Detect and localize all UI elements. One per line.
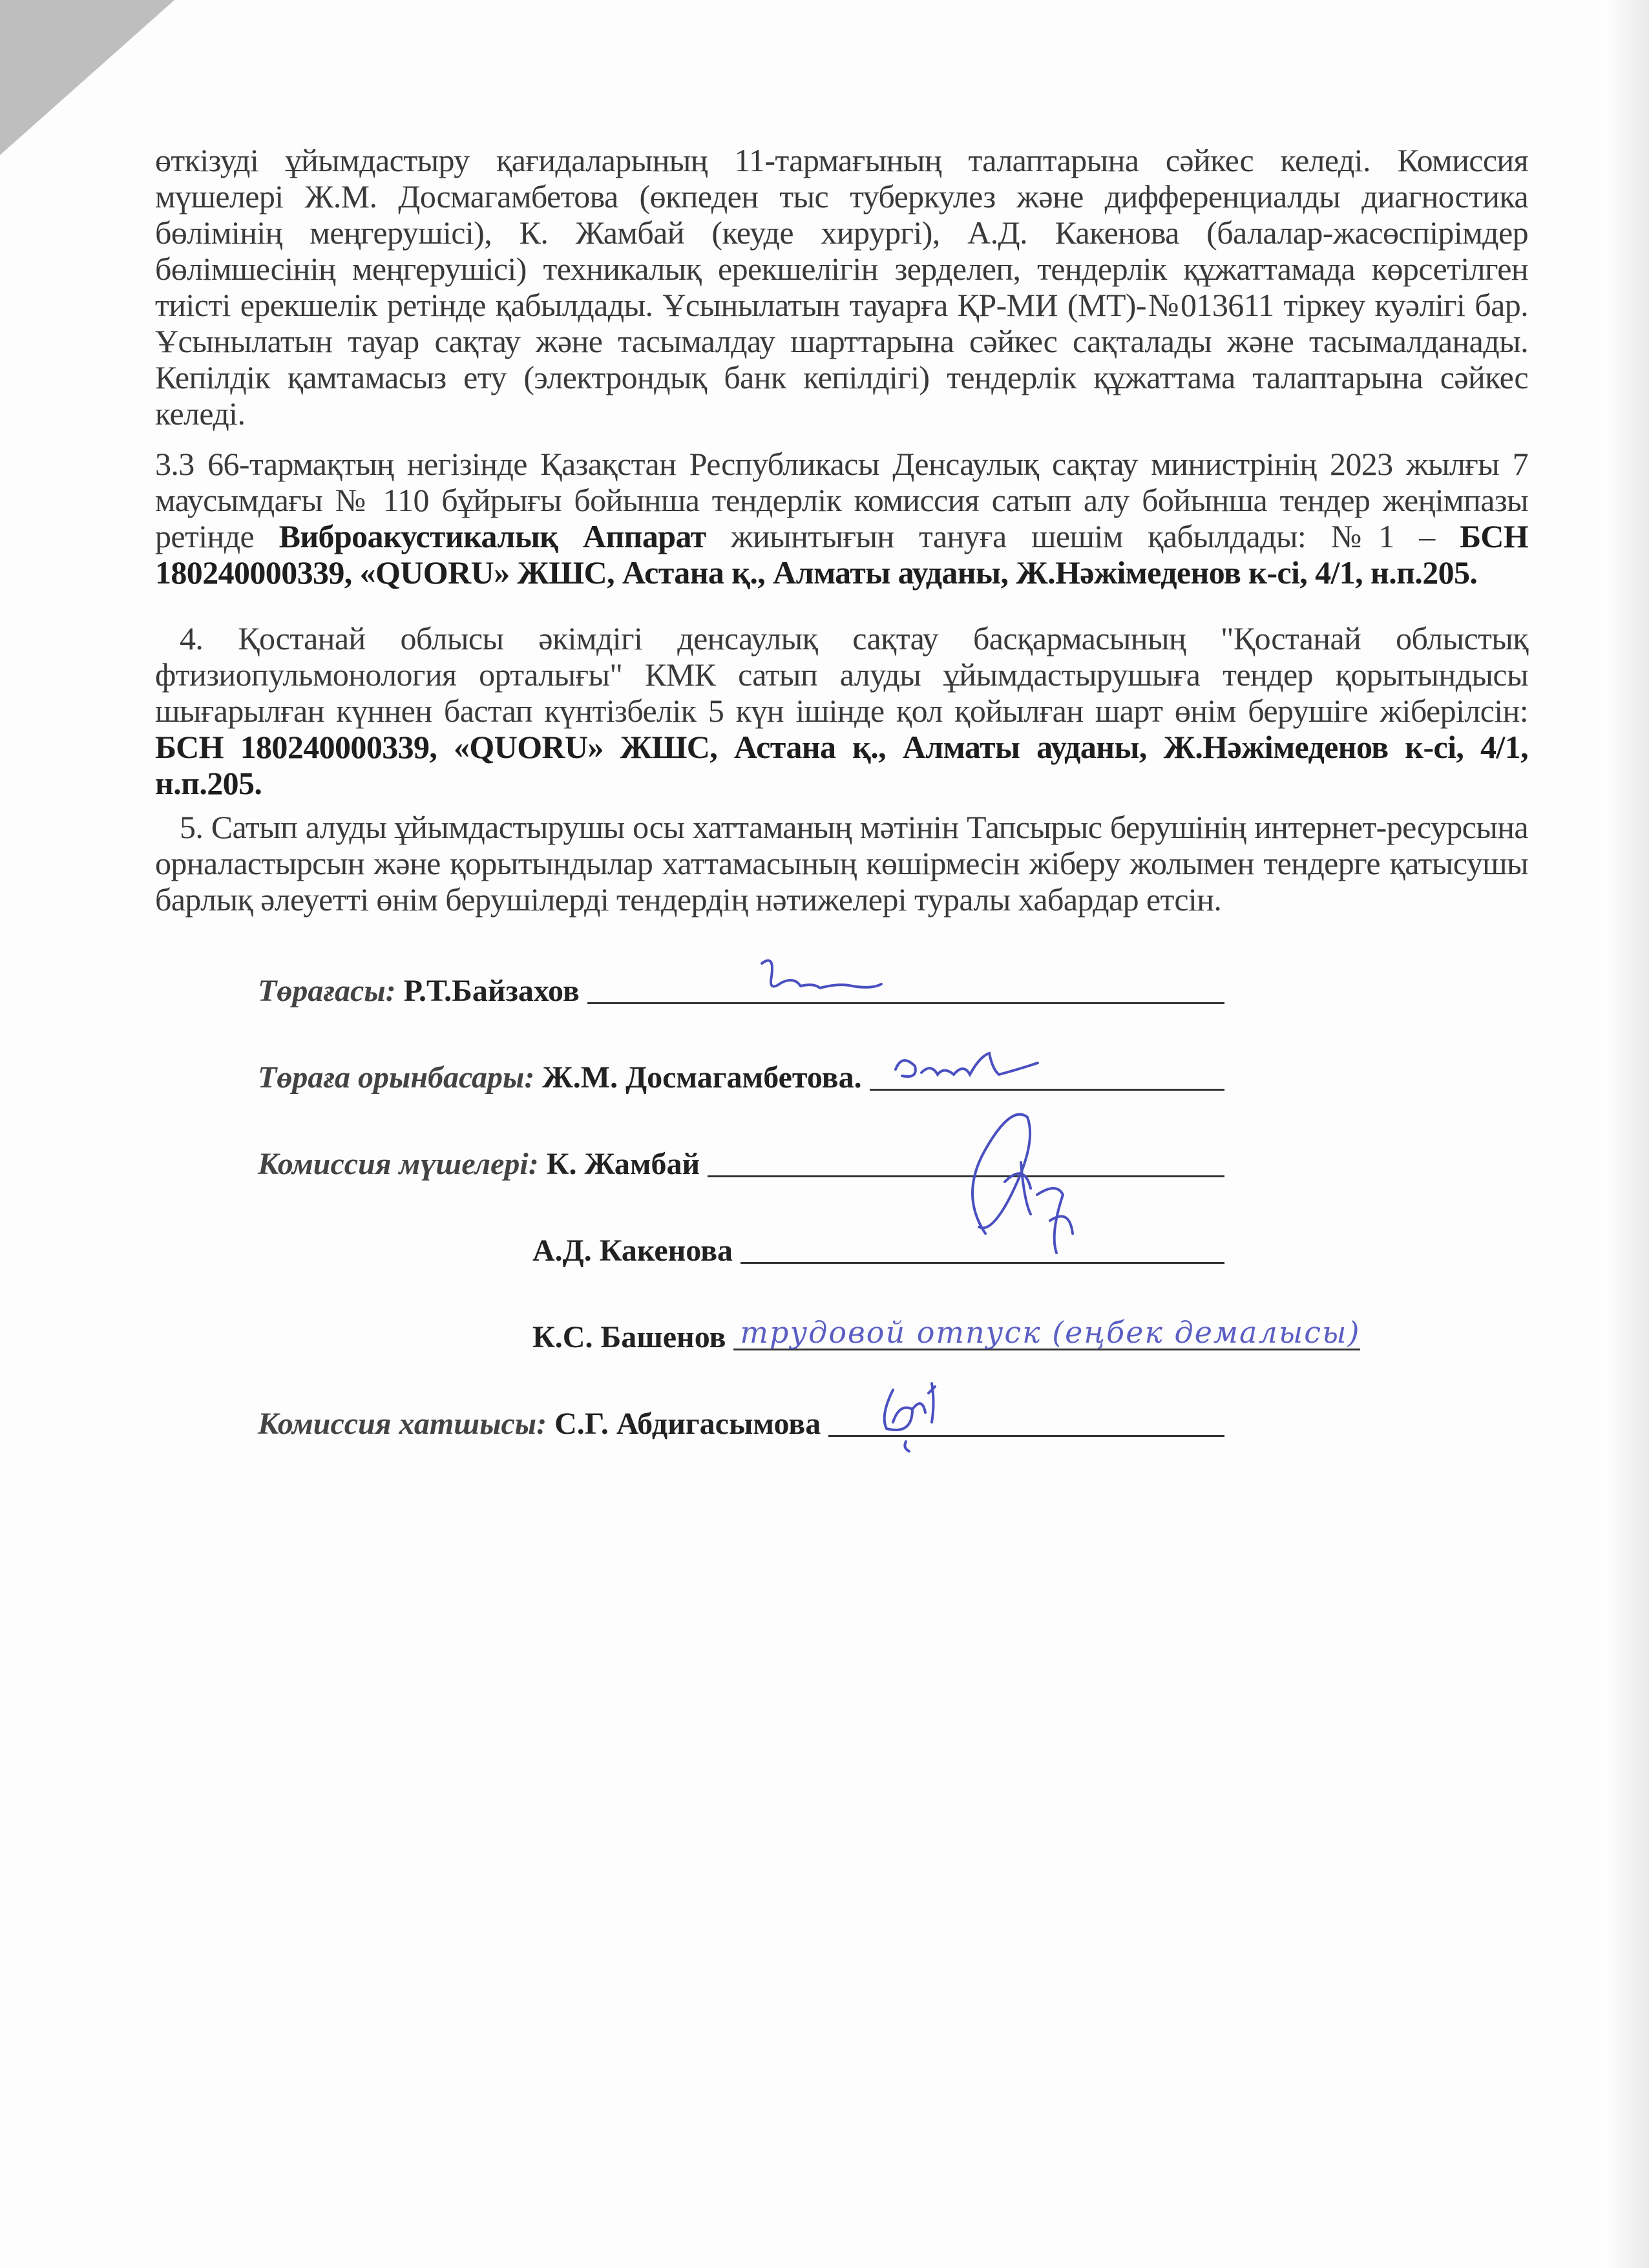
product-name: Виброакустикалық Аппарат: [278, 518, 706, 554]
winner-details: БСН 180240000339, «QUORU» ЖШС, Астана қ., Алматы ауданы, Ж.Нәжімеденов к-сі, 4/1, н.п.205.: [155, 518, 1528, 591]
signer-name: Р.Т.Байзахов: [403, 974, 580, 1008]
signature-line: [740, 1255, 1224, 1264]
secretary-signature: [874, 1377, 971, 1454]
scan-edge-shadow: [1604, 0, 1649, 2268]
signature-line: [733, 1316, 1360, 1350]
text: 4. Қостанай облысы әкімдігі денсаулық сақтау басқармасының "Қостанай облыстық фтизиопульмонология орталығы" КМК сатып алуды ұйымдастырушыға тендер қорытындысы шығарылған күннен бастап күнтізбелік 5 күн ішінде қол қойылған шарт өнім берушіге жіберілсін:: [155, 620, 1528, 729]
role-label: Комиссия хатшысы:: [258, 1407, 547, 1441]
winner-details: БСН 180240000339, «QUORU» ЖШС, Астана қ., Алматы ауданы, Ж.Нәжімеденов к-сі, 4/1, н.п.205.: [155, 729, 1528, 801]
role-label: Төраға орынбасары:: [258, 1060, 535, 1095]
signer-name: Ж.М. Досмагамбетова.: [542, 1060, 862, 1095]
signature-deputy: [155, 1049, 1224, 1096]
signature-line: [708, 1169, 1224, 1177]
chair-signature: [755, 957, 885, 1002]
paragraph-4-contract: [155, 620, 1528, 801]
signer-name: К.С. Башенов: [532, 1320, 726, 1354]
text: жиынтығын тануға шешім қабылдады: №1 –: [706, 518, 1460, 554]
signer-name: К. Жамбай: [546, 1147, 700, 1181]
signer-name: С.Г. Абдигасымова: [554, 1407, 821, 1441]
scan-corner-shadow: [0, 0, 174, 155]
document-body: [155, 142, 1528, 1482]
deputy-signature: [889, 1050, 1044, 1089]
signature-chair: [155, 963, 1224, 1009]
role-label: Төрағасы:: [258, 974, 396, 1008]
signature-line: [587, 996, 1224, 1004]
handwritten-note-leave: трудовой отпуск (еңбек демалысы): [740, 1315, 1361, 1350]
signature-line: [828, 1429, 1224, 1437]
signature-line: [870, 1082, 1224, 1091]
signature-member-1: [155, 1136, 1224, 1182]
paragraph-5-publish: 5. Сатып алуды ұйымдастырушы осы хаттаманың мәтінін Тапсырыс берушінің интернет-ресурсына орналастырсын және қорытындылар хаттамасының көшірмесін жіберу жолымен тендерге қатысушы барлық әлеуетті өнім берушілерді тендердің нәтижелері туралы хабардар етсін.: [155, 809, 1528, 918]
text: 3.3 66-тармақтың негізінде Қазақстан Республикасы Денсаулық сақтау министрінің 2023 жылғы 7 маусымдағы № 110 бұйрығы бойынша тендерлік комиссия сатып алу бойынша тендер жеңімпазы ретінде: [155, 446, 1528, 554]
signature-secretary: [155, 1396, 1224, 1442]
paragraph-commission-review: өткізуді ұйымдастыру қағидаларының 11-тармағының талаптарына сәйкес келеді. Комиссия мүшелері Ж.М. Досмагамбетова (өкпеден тыс туберкулез және дифференциалды диагностика бөлімінің меңгерушісі), К. Жамбай (кеуде хирургі), А.Д. Какенова (балалар-жасөспірімдер бөлімшесінің меңгерушісі) техникалық ерекшелігін зерделеп, тендерлік құжаттамада көрсетілген тиісті ерекшелік ретінде қабылдады. Ұсынылатын тауарға ҚР-МИ (МТ)-№013611 тіркеу куәлігі бар. Ұсынылатын тауар сақтау және тасымалдау шарттарына сәйкес сақталады және тасымалданады. Кепілдік қамтамасыз ету (электрондық банк кепілдігі) тендерлік құжаттама талаптарына сәйкес келеді.: [155, 142, 1528, 432]
paragraph-3-3-winner: [155, 446, 1528, 591]
role-label: Комиссия мүшелері:: [258, 1147, 539, 1181]
signature-block: [155, 963, 1528, 1442]
signature-member-2: [155, 1223, 1224, 1269]
signature-member-3: [155, 1309, 1361, 1356]
signer-name: А.Д. Какенова: [532, 1234, 733, 1268]
